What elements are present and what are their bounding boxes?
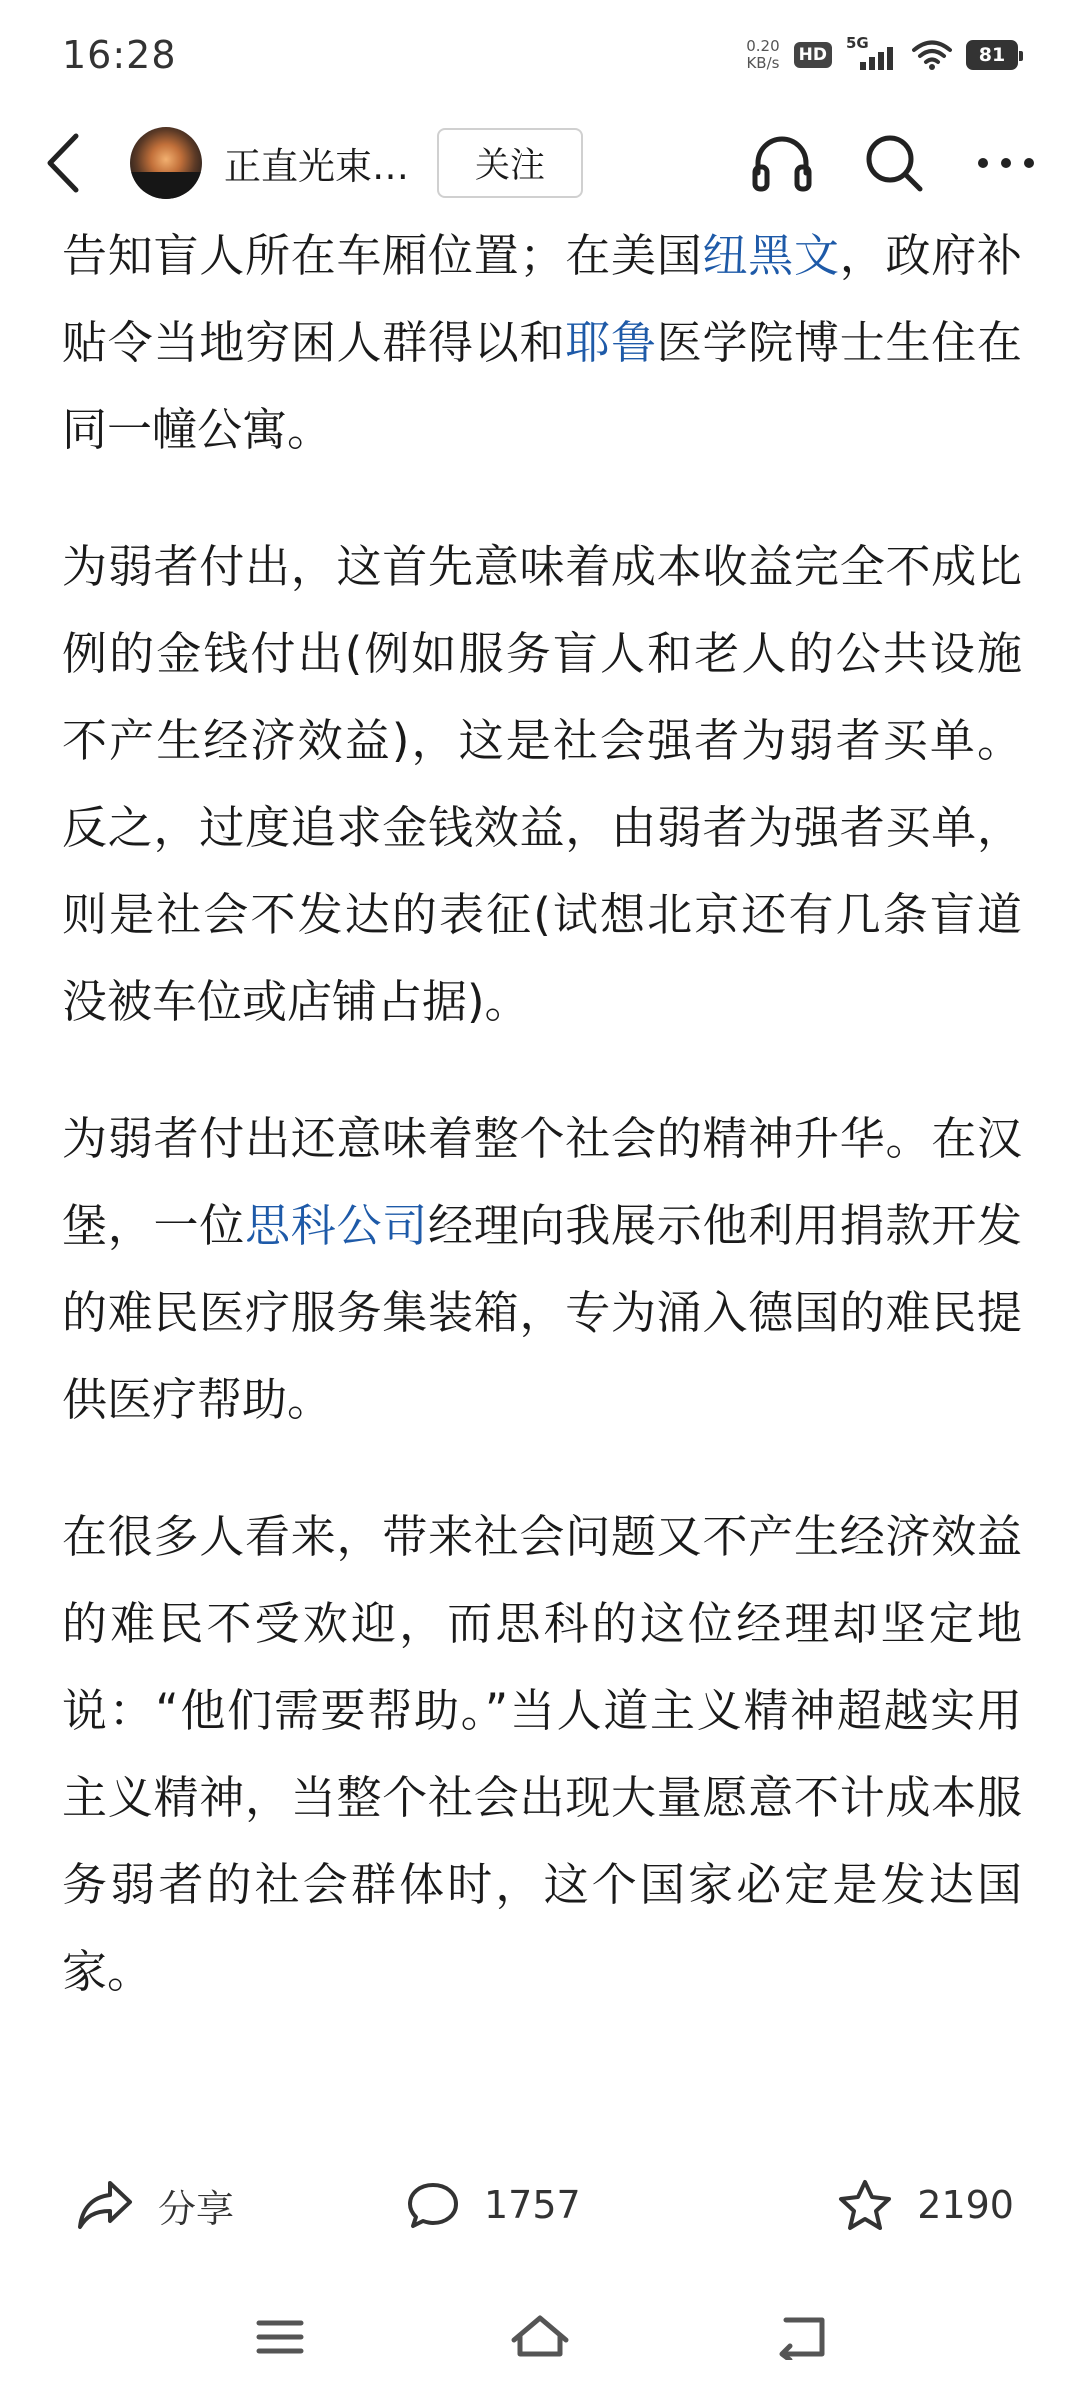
back-icon[interactable] [44,128,94,198]
share-label: 分享 [158,2186,235,2231]
favorite-count: 2190 [917,2183,1014,2227]
link-yale[interactable]: 耶鲁 [565,316,657,369]
status-indicators [746,34,1018,72]
status-bar [0,0,1080,110]
share-icon [76,2179,134,2231]
favorite-button[interactable] [837,2178,1014,2232]
network-speed-value: 0.20 [746,37,780,55]
home-icon[interactable] [500,2302,580,2372]
back-nav-icon[interactable] [760,2302,840,2372]
paragraph-text: 经理向我展示他利用捐款开发的难民医疗服务集装箱，专为涌入德国的难民提供医疗帮助。 [62,1199,1022,1426]
article-body [62,212,1022,2065]
hd-icon: HD [794,42,832,68]
link-new-haven[interactable]: 纽黑文 [702,229,840,282]
paragraph-text: 医学院博士生住在同一幢公寓。 [62,316,1022,456]
headphones-icon[interactable] [748,129,816,197]
system-nav-bar [0,2292,1080,2382]
comment-count: 1757 [484,2183,581,2227]
avatar[interactable] [130,127,202,199]
menu-icon[interactable] [240,2302,320,2372]
author-name[interactable]: 正直光束… [224,145,409,188]
more-icon[interactable] [972,129,1040,197]
network-speed-unit: KB/s [746,54,780,72]
share-button[interactable] [76,2178,406,2233]
article-header [0,112,1080,214]
article-paragraph: 在很多人看来，带来社会问题又不产生经济效益的难民不受欢迎，而思科的这位经理却坚定地说：“他们需要帮助。”当人道主义精神超越实用主义精神，当整个社会出现大量愿意不计成本服务弱者的社会群体时，这个国家必定是发达国家。 [62,1510,1022,1998]
battery-icon [966,40,1018,70]
article-paragraph [62,212,1022,473]
network-type: 5G [846,34,869,52]
article-paragraph: 为弱者付出，这首先意味着成本收益完全不成比例的金钱付出(例如服务盲人和老人的公共设施不产生经济效益)，这是社会强者为弱者买单。反之，过度追求金钱效益，由弱者为强者买单，则是社会不发达的表征(试想北京还有几条盲道没被车位或店铺占据)。 [62,540,1022,1028]
status-time: 16:28 [62,33,177,77]
article-paragraph [62,1095,1022,1443]
wifi-icon [912,39,952,71]
network-speed [746,38,779,72]
search-icon[interactable] [860,129,928,197]
paragraph-text: 告知盲人所在车厢位置；在美国 [62,229,703,282]
star-icon [837,2178,893,2232]
comment-icon [406,2180,460,2230]
signal-icon [846,34,898,72]
comment-button[interactable] [406,2180,581,2230]
paragraph-text: 为弱者付出还意味着整个社会的精神升华。在汉堡，一位 [62,1112,1022,1252]
paragraph-text: ，政府补贴令当地穷困人群得以和 [62,229,1022,369]
link-cisco[interactable]: 思科公司 [245,1199,428,1252]
follow-button[interactable]: 关注 [437,128,583,198]
battery-level: 81 [978,44,1006,66]
bottom-action-bar [0,2150,1080,2260]
